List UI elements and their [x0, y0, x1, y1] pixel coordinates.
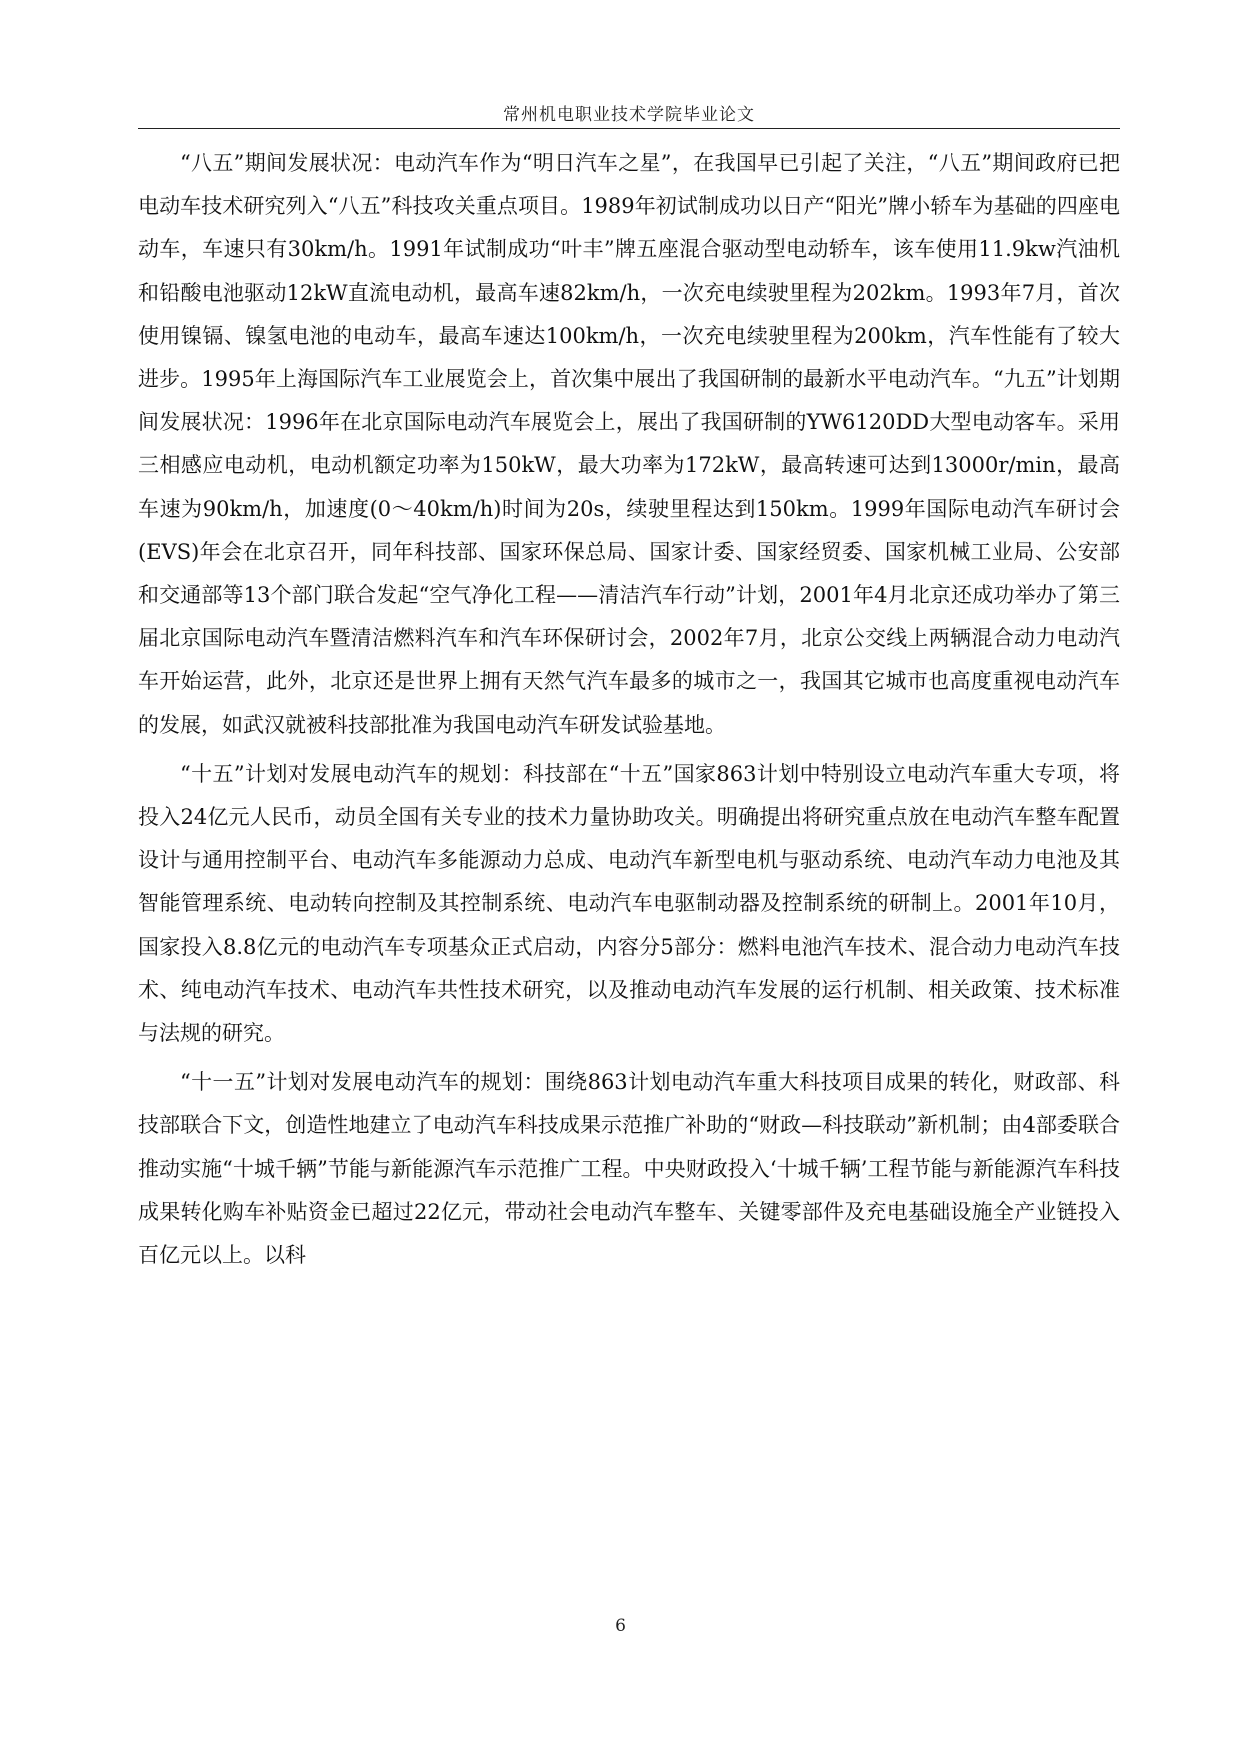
body-text	[138, 142, 1120, 1283]
page-number: 6	[615, 1616, 626, 1636]
header-divider	[138, 128, 1120, 129]
paragraph-10th-five-year: “十五”计划对发展电动汽车的规划：科技部在“十五”国家863计划中特别设立电动汽车重大专项，将投入24亿元人民币，动员全国有关专业的技术力量协助攻关。明确提出将研究重点放在电动汽车整车配置设计与通用控制平台、电动汽车多能源动力总成、电动汽车新型电机与驱动系统、电动汽车动力电池及其智能管理系统、电动转向控制及其控制系统、电动汽车电驱制动器及控制系统的研制上。2001年10月，国家投入8.8亿元的电动汽车专项基众正式启动，内容分5部分：燃料电池汽车技术、混合动力电动汽车技术、纯电动汽车技术、电动汽车共性技术研究，以及推动电动汽车发展的运行机制、相关政策、技术标准与法规的研究。	[138, 761, 1120, 1046]
paragraph-8th-five-year: “八五”期间发展状况：电动汽车作为“明日汽车之星”，在我国早已引起了关注，“八五”期间政府已把电动车技术研究列入“八五”科技攻关重点项目。1989年初试制成功以日产“阳光”牌小轿车为基础的四座电动车，车速只有30km/h。1991年试制成功“叶丰”牌五座混合驱动型电动轿车，该车使用11.9kw汽油机和铅酸电池驱动12kW直流电动机，最高车速82km/h，一次充电续驶里程为202km。1993年7月，首次使用镍镉、镍氢电池的电动车，最高车速达100km/h，一次充电续驶里程为200km，汽车性能有了较大进步。1995年上海国际汽车工业展览会上，首次集中展出了我国研制的最新水平电动汽车。“九五”计划期间发展状况：1996年在北京国际电动汽车展览会上，展出了我国研制的YW6120DD大型电动客车。采用三相感应电动机，电动机额定功率为150kW，最大功率为172kW，最高转速可达到13000r/min，最高车速为90km/h，加速度(0～40km/h)时间为20s，续驶里程达到150km。1999年国际电动汽车研讨会(EVS)年会在北京召开，同年科技部、国家环保总局、国家计委、国家经贸委、国家机械工业局、公安部和交通部等13个部门联合发起“空气净化工程——清洁汽车行动”计划，2001年4月北京还成功举办了第三届北京国际电动汽车暨清洁燃料汽车和汽车环保研讨会，2002年7月，北京公交线上两辆混合动力电动汽车开始运营，此外，北京还是世界上拥有天然气汽车最多的城市之一，我国其它城市也高度重视电动汽车的发展，如武汉就被科技部批准为我国电动汽车研发试验基地。	[138, 151, 1120, 737]
paragraph-11th-five-year: “十一五”计划对发展电动汽车的规划：围绕863计划电动汽车重大科技项目成果的转化，财政部、科技部联合下文，创造性地建立了电动汽车科技成果示范推广补助的“财政—科技联动”新机制；由4部委联合推动实施“十城千辆”节能与新能源汽车示范推广工程。中央财政投入‘十城千辆’工程节能与新能源汽车科技成果转化购车补贴资金已超过22亿元，带动社会电动汽车整车、关键零部件及充电基础设施全产业链投入百亿元以上。以科	[138, 1070, 1120, 1268]
page-header-title: 常州机电职业技术学院毕业论文	[503, 105, 755, 125]
